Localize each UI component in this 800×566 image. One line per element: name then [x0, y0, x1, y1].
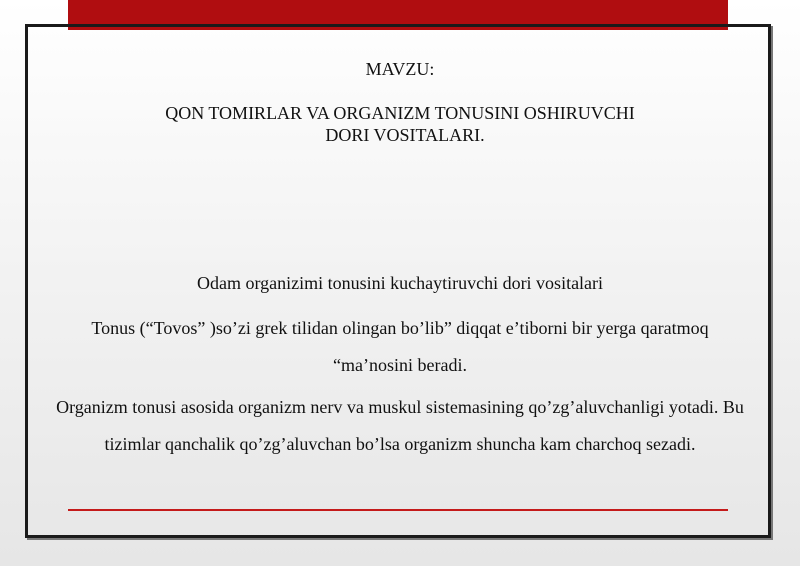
explanation-paragraph: Organizm tonusi asosida organizm nerv va muskul sistemasining qo’zg’aluvchanligi yotadi. Bu tizimlar qanchalik qo’zg’aluvchan bo’lsa organizm shuncha kam charchoq sezadi. — [56, 397, 744, 454]
definition-paragraph: Tonus (“Tovos” )so’zi grek tilidan olingan bo’lib” diqqat e’tiborni bir yerga qaratmoq “ma’nosini beradi. — [91, 318, 709, 375]
topic-label: MAVZU: — [365, 59, 435, 79]
title-line: QON TOMIRLAR VA ORGANIZM TONUSINI OSHIRUVCHI — [165, 103, 635, 123]
bottom-divider — [68, 509, 728, 511]
slide-title-block — [0, 58, 800, 146]
title-line: DORI VOSITALARI. — [325, 125, 485, 145]
subtitle-paragraph: Odam organizimi tonusini kuchaytiruvchi dori vositalari — [196, 273, 604, 293]
slide-body — [50, 268, 750, 463]
slide-title — [0, 102, 800, 146]
